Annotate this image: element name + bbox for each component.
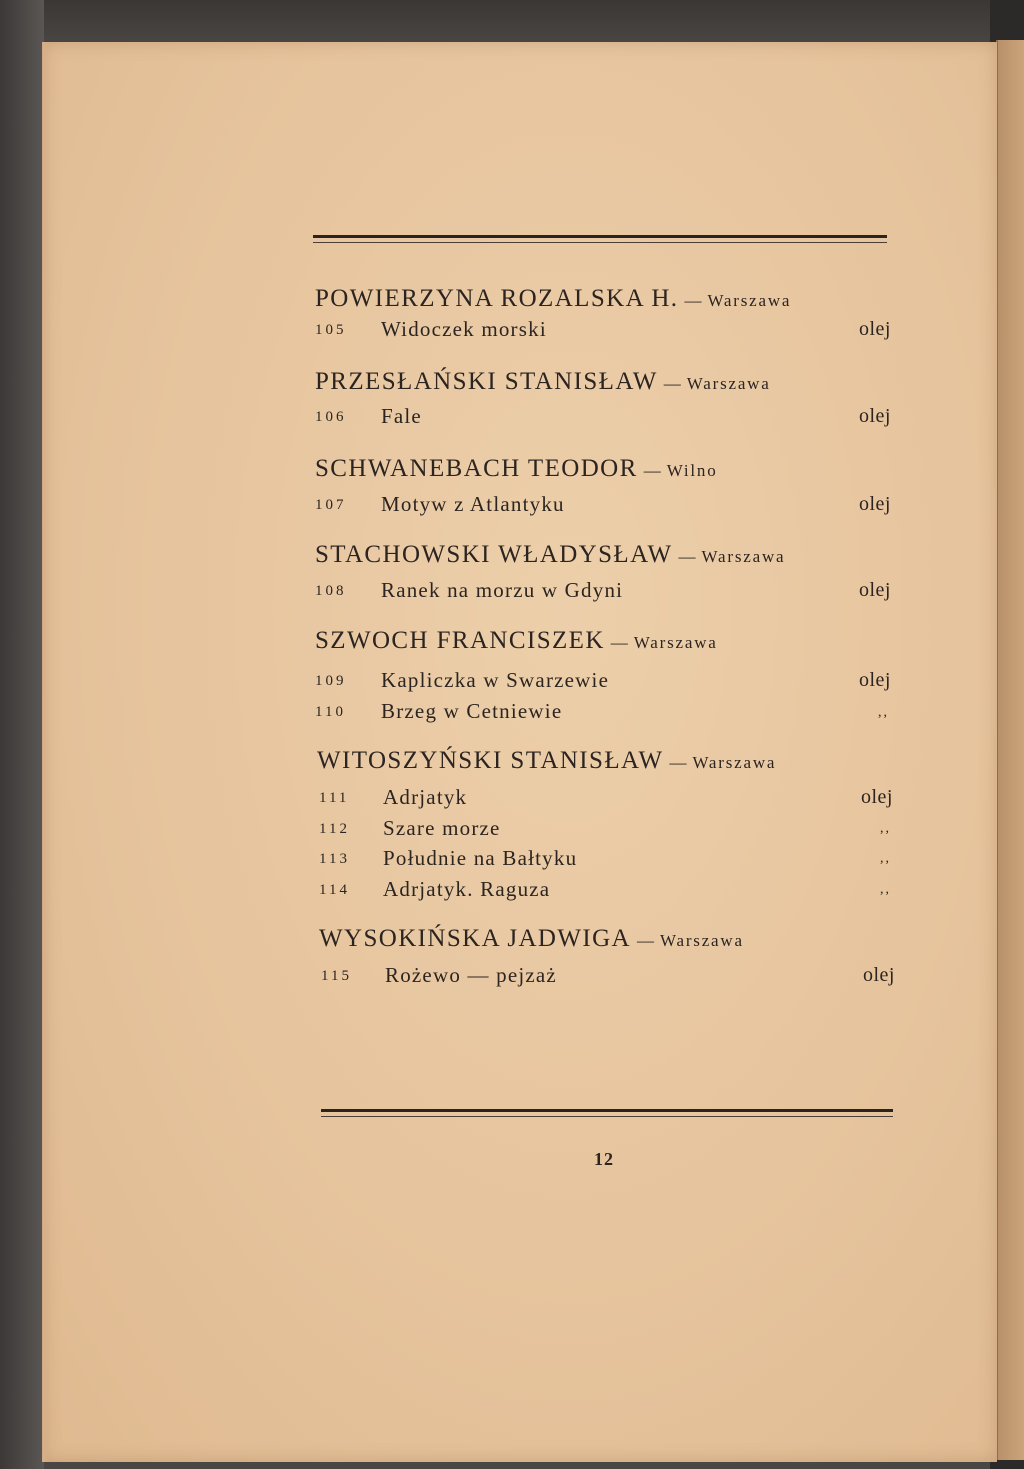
catalog-number: 105 <box>315 322 347 338</box>
catalog-number: 106 <box>315 409 347 425</box>
bottom-rule-thick <box>321 1109 893 1112</box>
artist-city: Warszawa <box>701 547 786 566</box>
work-title: Kapliczka w Swarzewie <box>381 668 610 692</box>
artist-city: Warszawa <box>633 633 718 652</box>
artist-heading: SCHWANEBACH TEODOR — Wilno <box>315 455 718 482</box>
top-rule-thin <box>313 242 887 243</box>
work-title: Adrjatyk <box>383 785 468 809</box>
artist-heading: WITOSZYŃSKI STANISŁAW — Warszawa <box>317 747 777 774</box>
scan-background-top <box>0 0 1024 46</box>
artist-city: Warszawa <box>686 374 771 393</box>
bottom-rule-thin <box>321 1116 893 1117</box>
work-medium: olej <box>859 318 891 340</box>
artist-name: WYSOKIŃSKA JADWIGA <box>319 925 631 952</box>
work-medium: olej <box>863 964 895 986</box>
work-title: Motyw z Atlantyku <box>381 492 565 516</box>
work-medium: olej <box>861 786 893 808</box>
page-number: 12 <box>594 1149 614 1169</box>
work-title: Adrjatyk. Raguza <box>383 877 551 901</box>
artist-heading: STACHOWSKI WŁADYSŁAW — Warszawa <box>315 541 786 568</box>
work-title: Fale <box>381 404 422 428</box>
artist-name: PRZESŁAŃSKI STANISŁAW <box>315 368 658 395</box>
work-title: Widoczek morski <box>381 317 547 341</box>
catalog-number: 111 <box>319 790 350 806</box>
artist-heading: WYSOKIŃSKA JADWIGA — Warszawa <box>319 925 744 952</box>
top-rule-thick <box>313 235 887 238</box>
catalog-page <box>42 42 997 1462</box>
catalog-number: 113 <box>319 851 350 867</box>
artist-name: WITOSZYŃSKI STANISŁAW <box>317 747 664 774</box>
work-medium: olej <box>859 669 891 691</box>
work-medium-ditto: ,, <box>880 821 891 836</box>
artist-name: POWIERZYNA ROZALSKA H. <box>315 285 679 312</box>
artist-name: SCHWANEBACH TEODOR <box>315 455 638 482</box>
work-medium-ditto: ,, <box>880 851 891 866</box>
catalog-number: 114 <box>319 882 350 898</box>
page-binding-shadow <box>43 42 49 1462</box>
artist-name: SZWOCH FRANCISZEK <box>315 627 605 654</box>
catalog-number: 107 <box>315 497 347 513</box>
work-medium: olej <box>859 579 891 601</box>
artist-heading: PRZESŁAŃSKI STANISŁAW — Warszawa <box>315 368 771 395</box>
artist-city: Warszawa <box>660 931 744 950</box>
catalog-number: 115 <box>321 968 352 984</box>
catalog-number: 108 <box>315 583 347 599</box>
artist-city: Wilno <box>666 461 718 480</box>
work-medium: olej <box>859 493 891 515</box>
work-medium-ditto: ,, <box>878 705 889 720</box>
catalog-number: 110 <box>315 704 346 720</box>
work-medium: olej <box>859 405 891 427</box>
work-medium-ditto: ,, <box>880 882 891 897</box>
next-page-edge <box>996 40 1024 1460</box>
catalog-number: 112 <box>319 821 350 837</box>
scan-background-left <box>0 0 44 1469</box>
artist-name: STACHOWSKI WŁADYSŁAW <box>315 541 673 568</box>
work-title: Brzeg w Cetniewie <box>381 699 563 723</box>
artist-city: Warszawa <box>692 753 777 772</box>
artist-heading: POWIERZYNA ROZALSKA H. — Warszawa <box>315 285 792 312</box>
work-title: Południe na Bałtyku <box>383 846 578 870</box>
artist-heading: SZWOCH FRANCISZEK — Warszawa <box>315 627 718 654</box>
work-title: Rożewo — pejzaż <box>385 963 557 987</box>
work-title: Szare morze <box>383 816 501 840</box>
work-title: Ranek na morzu w Gdyni <box>381 578 624 602</box>
artist-city: Warszawa <box>707 291 792 310</box>
catalog-number: 109 <box>315 673 347 689</box>
